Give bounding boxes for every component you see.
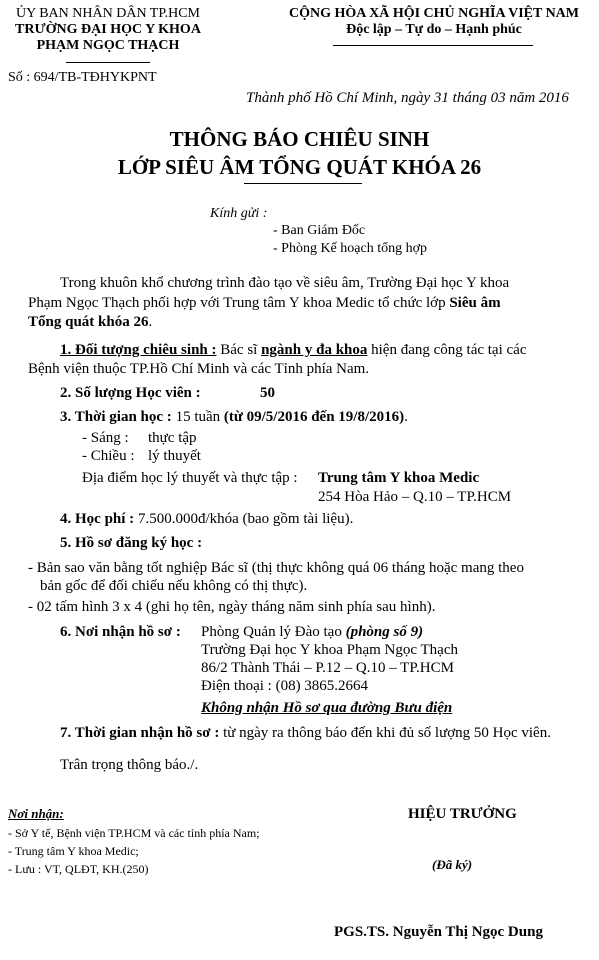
- course-name-part2: Tổng quát khóa 26: [28, 314, 149, 330]
- section-1-line-1: [60, 342, 526, 359]
- section-6-notice: Không nhận Hồ sơ qua đường Bưu điện: [201, 700, 453, 716]
- intro-line-3: [28, 314, 152, 331]
- section-5-item-2: - 02 tấm hình 3 x 4 (ghi họ tên, ngày tháng năm sinh phía sau hình).: [28, 599, 436, 615]
- section-4-label: 4. Học phí :: [60, 511, 135, 527]
- section-6-line-2: Trường Đại học Y khoa Phạm Ngọc Thạch: [201, 642, 458, 658]
- national-name: CỘNG HÒA XÃ HỘI CHỦ NGHĨA VIỆT NAM: [288, 6, 579, 21]
- intro-text: Phạm Ngọc Thạch phối hợp với Trung tâm Y khoa Medic tổ chức lớp: [28, 295, 450, 311]
- section-7-line: [60, 725, 551, 742]
- issuer-block: [8, 6, 208, 54]
- section-3-period: .: [404, 409, 408, 425]
- section-6-label: 6. Nơi nhận hồ sơ :: [60, 624, 181, 640]
- closing-text: Trân trọng thông báo./.: [60, 757, 199, 773]
- place-label: Địa điểm học lý thuyết và thực tập :: [82, 470, 298, 486]
- section-5-label: 5. Hồ sơ đăng ký học :: [60, 535, 203, 551]
- signed-note: (Đã ký): [432, 857, 473, 872]
- course-name-part1: Siêu âm: [449, 295, 501, 311]
- recipients-label: Kính gửi :: [210, 206, 268, 221]
- title-line-2: LỚP SIÊU ÂM TỔNG QUÁT KHÓA 26: [117, 155, 482, 179]
- recipient-item: - Ban Giám Đốc: [273, 223, 366, 238]
- document-number: Số : 694/TB-TĐHYKPNT: [8, 70, 157, 85]
- issue-date: Thành phố Hồ Chí Minh, ngày 31 tháng 03 năm 2016: [246, 90, 569, 106]
- distribution-item: - Lưu : VT, QLĐT, KH.(250): [8, 862, 149, 876]
- signer-title: HIỆU TRƯỞNG: [408, 806, 517, 822]
- section-3-dates: (từ 09/5/2016 đến 19/8/2016): [223, 409, 405, 425]
- intro-line-1: Trong khuôn khổ chương trình đào tạo về siêu âm, Trường Đại học Y khoa: [60, 275, 510, 291]
- section-7-label: 7. Thời gian nhận hồ sơ :: [60, 725, 220, 741]
- intro-period: .: [148, 314, 153, 330]
- section-1-text-c: hiện đang công tác tại các: [367, 342, 527, 358]
- signer-name: PGS.TS. Nguyễn Thị Ngọc Dung: [334, 924, 543, 940]
- section-7-value: từ ngày ra thông báo đến khi đủ số lượng 50 Học viên.: [219, 725, 551, 741]
- place-address: 254 Hòa Hảo – Q.10 – TP.HCM: [318, 489, 512, 505]
- section-5-item-1-line-2: bản gốc để đối chiếu nếu không có thị thực).: [40, 578, 308, 594]
- issuer-line-2: TRƯỜNG ĐẠI HỌC Y KHOA: [15, 22, 201, 37]
- section-4-value: 7.500.000đ/khóa (bao gồm tài liệu).: [134, 511, 354, 527]
- afternoon-label: - Chiều :: [82, 448, 135, 464]
- title-line-1: THÔNG BÁO CHIÊU SINH: [169, 127, 430, 151]
- section-2-value: 50: [260, 385, 275, 401]
- national-motto: [276, 6, 592, 38]
- distribution-item: - Sở Y tế, Bệnh viện TP.HCM và các tỉnh phía Nam;: [8, 826, 260, 840]
- section-2-label: 2. Số lượng Học viên :: [60, 385, 201, 401]
- section-3-line: [60, 409, 408, 426]
- section-1-text-a: Bác sĩ: [216, 342, 262, 358]
- place-name: Trung tâm Y khoa Medic: [318, 470, 480, 486]
- afternoon-value: lý thuyết: [148, 448, 201, 464]
- section-1-line-2: Bệnh viện thuộc TP.Hồ Chí Minh và các Tỉnh phía Nam.: [28, 361, 370, 377]
- section-6-line-3: 86/2 Thành Thái – P.12 – Q.10 – TP.HCM: [201, 660, 454, 676]
- national-slogan: Độc lập – Tự do – Hạnh phúc: [346, 22, 522, 37]
- morning-label: - Sáng :: [82, 430, 129, 446]
- morning-value: thực tập: [148, 430, 197, 446]
- section-1-label: 1. Đối tượng chiêu sinh :: [60, 342, 217, 358]
- section-5-item-1-line-1: - Bản sao văn bằng tốt nghiệp Bác sĩ (thị thực không quá 06 tháng hoặc mang theo: [28, 560, 524, 576]
- section-6-phone: Điện thoại : (08) 3865.2664: [201, 678, 369, 694]
- office-name: Phòng Quản lý Đào tạo: [201, 624, 346, 640]
- title-underline: [244, 183, 362, 184]
- section-3-duration: 15 tuần: [171, 409, 224, 425]
- section-3-label: 3. Thời gian học :: [60, 409, 172, 425]
- intro-line-2: [28, 295, 501, 312]
- distribution-item: - Trung tâm Y khoa Medic;: [8, 844, 139, 858]
- issuer-line-3: PHẠM NGỌC THẠCH: [36, 38, 180, 53]
- office-room: (phòng số 9): [345, 624, 424, 640]
- motto-underline: [333, 45, 533, 46]
- noi-nhan-label: Nơi nhận:: [8, 806, 64, 821]
- issuer-underline: [66, 62, 150, 63]
- issuer-line-1: ỦY BAN NHÂN DÂN TP.HCM: [16, 6, 200, 21]
- recipient-item: - Phòng Kế hoạch tổng hợp: [273, 241, 427, 256]
- section-4-line: [60, 511, 353, 528]
- section-6-line-1: [201, 624, 423, 641]
- section-1-specialty: ngành y đa khoa: [261, 342, 368, 358]
